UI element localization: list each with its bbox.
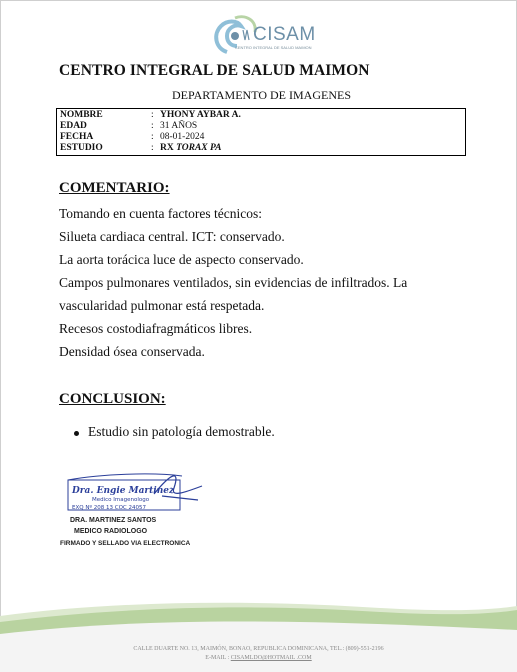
stamp-license: EXQ Nº 208 13 COC 24057 [72,505,147,511]
stamp-name: Dra. Engie Martinez [72,486,175,496]
field-label: FECHA [60,132,94,142]
comment-line: Recesos costodiafragmáticos libres. [59,321,253,336]
study-type: RX [160,143,177,153]
field-label: ESTUDIO [60,143,103,153]
field-label: EDAD [60,121,87,131]
comment-heading: COMENTARIO: [59,180,170,196]
signer-name: DRA. MARTINEZ SANTOS [70,517,157,524]
comment-line: vascularidad pulmonar está respetada. [59,298,265,313]
comment-line: Tomando en cuenta factores técnicos: [59,206,262,221]
signer-title: MEDICO RADIOLOGO [74,528,148,535]
field-value: 08-01-2024 [160,132,205,142]
comment-line: Densidad ósea conservada. [59,344,205,359]
footer-email-link[interactable]: CISAMLDO@HOTMAIL .COM [230,655,312,661]
footer-wave [0,600,517,672]
department-title: DEPARTAMENTO DE IMAGENES [172,88,351,102]
field-separator: : [151,121,154,131]
footer-email-label: E-MAIL : [205,655,231,661]
field-separator: : [151,110,154,120]
comment-line: Silueta cardiaca central. ICT: conservado. [59,229,285,244]
logo-tagline: CENTRO INTEGRAL DE SALUD MAIMON [235,45,312,50]
field-label: NOMBRE [60,110,103,120]
field-separator: : [151,132,154,142]
footer-address: CALLE DUARTE NO. 13, MAIMÓN, BONAO, REPUBLICA DOMINICANA, TEL.: (809)-551-2196 [133,646,384,652]
comment-line: Campos pulmonares ventilados, sin evidencias de infiltrados. La [59,275,408,290]
field-separator: : [151,143,154,153]
study-projection: TORAX PA [176,143,222,153]
field-value: YHONY AYBAR A. [160,110,241,120]
patient-info-box [56,108,466,156]
logo-wordmark: CISAM [253,24,316,45]
stamp-role: Medico Imagenologo [92,497,150,503]
conclusion-text: Estudio sin patología demostrable. [88,424,275,439]
footer-email [0,655,517,661]
conclusion-heading: CONCLUSION: [59,391,166,407]
cisam-logo [205,12,325,54]
bullet-icon [74,431,79,436]
field-value [160,143,221,154]
field-value: 31 AÑOS [160,121,198,131]
comment-line: La aorta torácica luce de aspecto conservado. [59,252,304,267]
signature-note: FIRMADO Y SELLADO VIA ELECTRONICA [60,540,191,547]
page-title: CENTRO INTEGRAL DE SALUD MAIMON [59,62,370,79]
